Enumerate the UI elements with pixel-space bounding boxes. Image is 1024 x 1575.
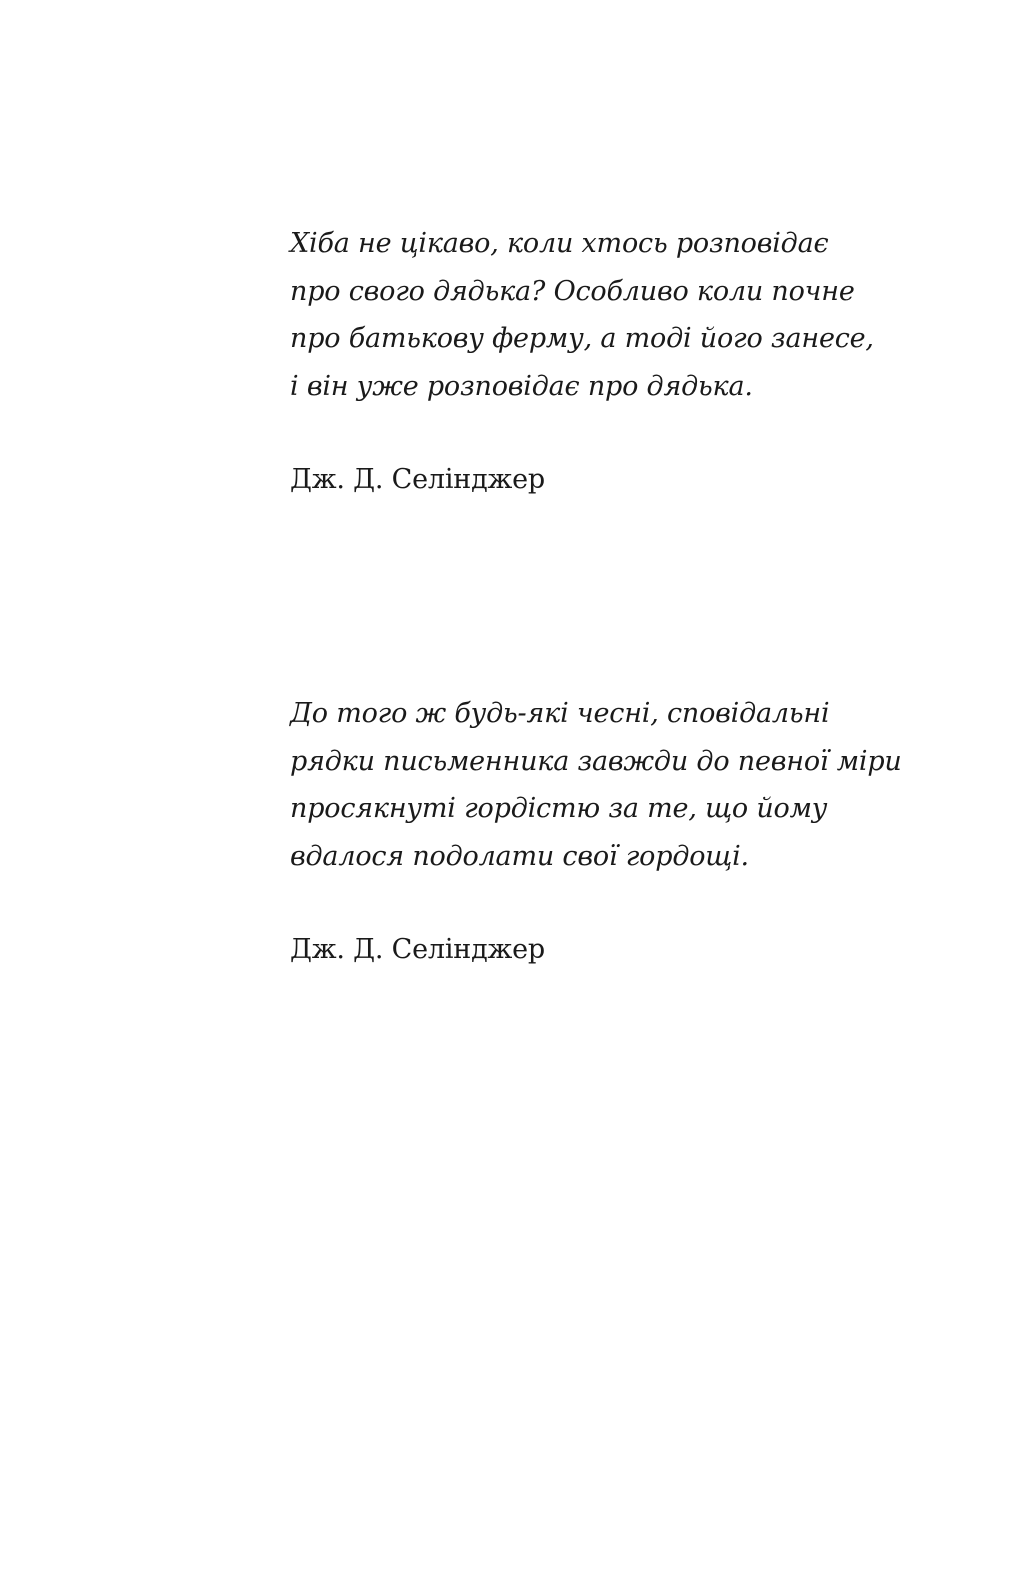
epigraph	[290, 690, 910, 974]
epigraph-quote	[290, 690, 910, 880]
epigraph-author: Дж. Д. Селінджер	[290, 934, 546, 965]
quote-line: Хіба не цікаво, коли хтось розповідає	[290, 228, 829, 259]
epigraph-quote	[290, 220, 910, 410]
epigraph-author: Дж. Д. Селінджер	[290, 464, 546, 495]
quote-line: вдалося подолати свої гордощі.	[290, 840, 749, 872]
quote-line: і він уже розповідає про дядька.	[290, 370, 753, 402]
quote-line: До того ж будь-які чесні, сповідальні	[290, 698, 830, 729]
epigraph	[290, 220, 910, 504]
quote-line: просякнуті гордістю за те, що йому	[290, 793, 828, 824]
quote-line: про свого дядька? Особливо коли почне	[290, 275, 855, 307]
quote-line: рядки письменника завжди до певної міри	[290, 745, 902, 777]
quote-line: про батькову ферму, а тоді його занесе,	[290, 323, 874, 354]
